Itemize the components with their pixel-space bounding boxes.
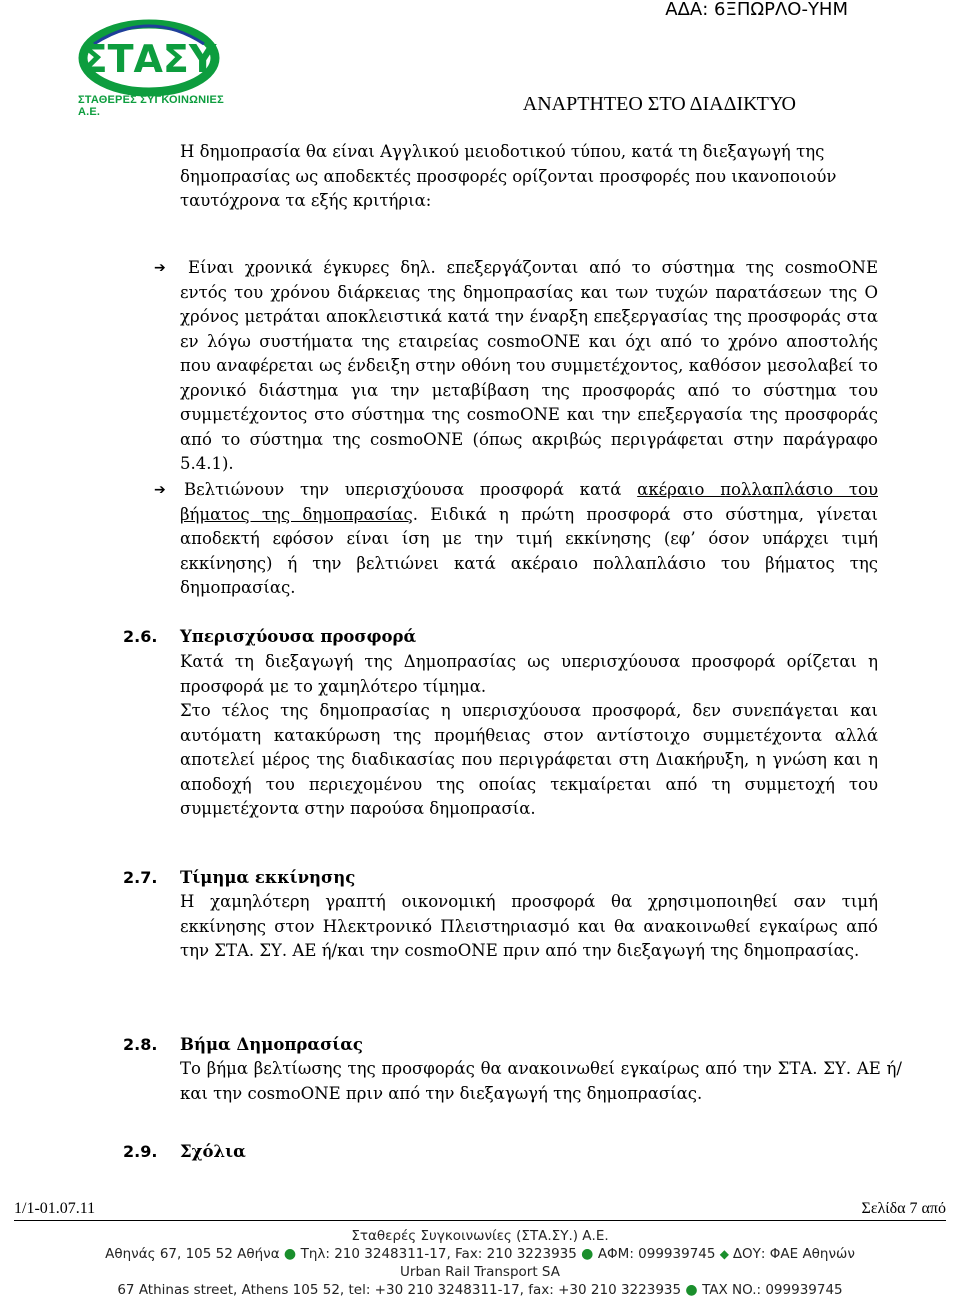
section-paragraph: Η χαμηλότερη γραπτή οικονομική προσφορά θα χρησιμοποιηθεί σαν τιμή εκκίνησης στον Ηλεκτρονικό Πλειστηριασμό και θα ανακοινωθεί εγκαίρως από την ΣΤΑ. ΣΥ. ΑΕ ή/και την cosmoONE πριν από την διεξαγωγή της δημοπρασίας. (180, 892, 878, 960)
criterion-2-text: Βελτιώνουν την υπερισχύουσα προσφορά κατά (184, 480, 638, 499)
intro-paragraph: Η δημοπρασία θα είναι Αγγλικού μειοδοτικού τύπου, κατά τη διεξαγωγή της δημοπρασίας ως αποδεκτές προσφορές ορίζονται προσφορές που ικανοποιούν ταυτόχρονα τα εξής κριτήρια: (180, 142, 837, 210)
bullet-dot-icon: ● (581, 1246, 598, 1262)
criterion-2 (180, 478, 878, 601)
section-number: 2.7. (123, 868, 158, 887)
logo-wordmark: ΣΤΑΣΥ (81, 37, 217, 81)
footer-address-en: 67 Athinas street, Athens 105 52, tel: +30 210 3248311-17, fax: +30 210 3223935 (117, 1282, 682, 1298)
footer-company-en: Urban Rail Transport SA (400, 1264, 560, 1280)
footer-afm: ΑΦΜ: 099939745 (597, 1246, 716, 1262)
document-code: 1/1-01.07.11 (14, 1200, 96, 1217)
footer-divider (14, 1220, 946, 1221)
page-number: Σελίδα 7 από (861, 1200, 946, 1217)
section-paragraph: Το βήμα βελτίωσης της προσφοράς θα ανακοινωθεί εγκαίρως από την ΣΤΑ. ΣΥ. ΑΕ ή/και την cosmoONE πριν από την διεξαγωγή της δημοπρασίας. (180, 1059, 902, 1103)
section-title: Βήμα Δημοπρασίας (180, 1035, 363, 1054)
criterion-2-text-cont: . Ειδικά η πρώτη προσφορά στο σύστημα, γίνεται αποδεκτή εφόσον είναι ίση με την τιμή εκκίνησης (εφ’ όσον υπάρχει τιμή εκκίνησης) ή την βελτιώνει κατά ακέραιο πολλαπλάσιο του βήματος της δημοπρασίας. (180, 504, 878, 597)
footer-tax-en: TAX NO.: 099939745 (702, 1282, 843, 1298)
section-body (180, 650, 878, 822)
footer-address-gr: Αθηνάς 67, 105 52 Αθήνα (105, 1246, 280, 1262)
triangle-icon: ◆ (719, 1247, 733, 1261)
criterion-1: Είναι χρονικά έγκυρες δηλ. επεξεργάζονται από το σύστημα της cosmoONE εντός του χρόνου διάρκειας της δημοπρασίας και των τυχών παρατάσεων της Ο χρόνος μετράται αποκλειστικά κατά την έναρξη επεξεργασίας της προσφοράς στα εν λόγω συστήματα της εταιρείας cosmoONE και όχι από το χρόνο αποστολής που αναφέρεται ως ένδειξη στην οθόνη του συμμετέχοντος, καθόσον μεσολαβεί το χρονικό διάστημα για την μεταβίβαση της προσφοράς από το σύστημα του συμμετέχοντος στο σύστημα της cosmoONE και την επεξεργασία της προσφοράς από το σύστημα της cosmoONE (όπως ακριβώς περιγράφεται στην παράγραφο 5.4.1). (180, 258, 878, 473)
section-number: 2.8. (123, 1035, 158, 1054)
bullet-dot-icon: ● (685, 1282, 703, 1298)
section-paragraph: Κατά τη διεξαγωγή της Δημοπρασίας ως υπερισχύουσα προσφορά ορίζεται η προσφορά με το χαμηλότερο τίμημα. (180, 652, 878, 696)
footer-doy: ΔΟΥ: ΦΑΕ Αθηνών (732, 1246, 855, 1262)
section-number: 2.6. (123, 627, 158, 646)
footer-contact-gr (0, 1246, 960, 1262)
posted-online-label: ΑΝΑΡΤΗΤΕΟ ΣΤΟ ΔΙΑΔΙΚΤΥΟ (522, 93, 796, 115)
section-title: Υπερισχύουσα προσφορά (180, 627, 417, 646)
footer-company-gr: Σταθερές Συγκοινωνίες (ΣΤΑ.ΣΥ.) Α.Ε. (351, 1228, 609, 1244)
ada-code: ΑΔΑ: 6ΞΠΩΡΛΟ-ΥΗΜ (665, 0, 848, 20)
logo-subtitle: ΣΤΑΘΕΡΕΣ ΣΥΓΚΟΙΝΩΝΙΕΣ Α.Ε. (78, 94, 224, 118)
section-title: Σχόλια (180, 1142, 246, 1161)
arrow-right-icon: ➔ (154, 482, 166, 498)
section-title: Τίμημα εκκίνησης (180, 868, 356, 887)
footer-phone-gr: Τηλ: 210 3248311-17, Fax: 210 3223935 (300, 1246, 577, 1262)
section-paragraph: Στο τέλος της δημοπρασίας η υπερισχύουσα προσφορά, δεν συνεπάγεται και αυτόματη κατακύρωση της προμήθειας στον αντίστοιχο συμμετέχοντα αλλά αποτελεί μέρος της διαδικασίας που περιγράφεται στη Διακήρυξη, η γνώση και η αποδοχή του περιεχομένου της οποίας τεκμαίρεται από τη συμμετοχή του συμμετέχοντα στην παρούσα δημοπρασία. (180, 701, 878, 818)
bullet-dot-icon: ● (283, 1246, 301, 1262)
footer-contact-en (0, 1282, 960, 1298)
arrow-right-icon: ➔ (154, 260, 166, 276)
criterion-2-underlined: ακέραιο πολλαπλάσιο του βήματος της δημοπρασίας (180, 480, 879, 524)
section-number: 2.9. (123, 1142, 158, 1161)
